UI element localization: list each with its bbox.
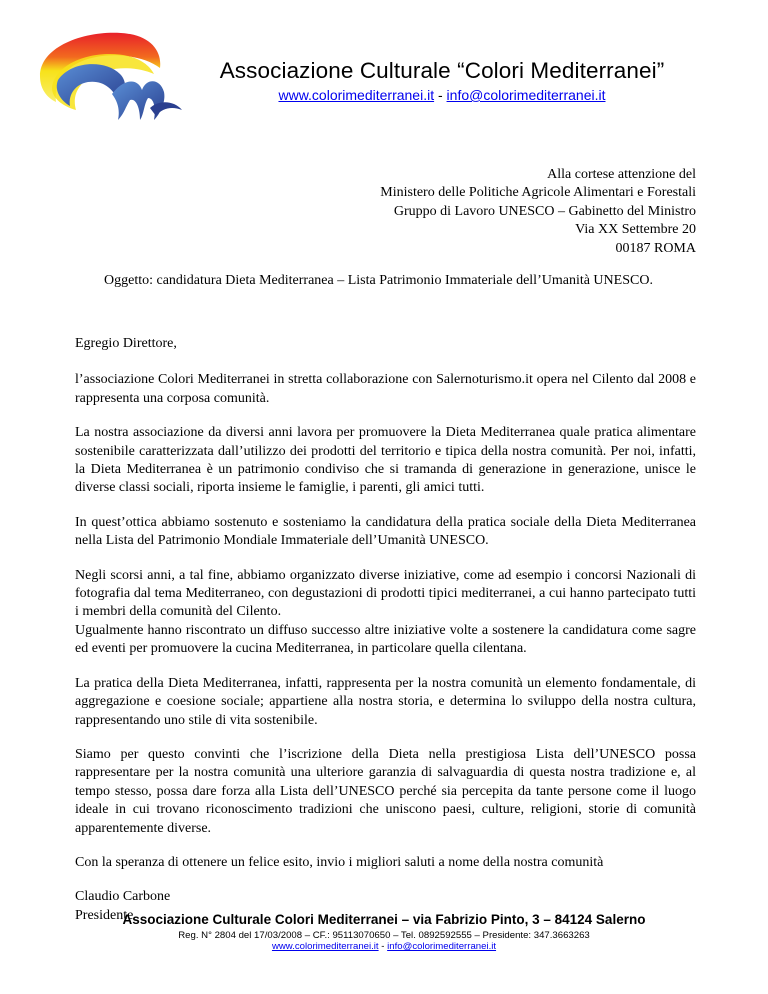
body-paragraph: Ugualmente hanno riscontrato un diffuso successo altre iniziative volte a sostenere la candidatura come sagre ed eventi per promuovere la cucina Mediterranea, in particolare quella cilentana. [75, 622, 696, 657]
recipient-line: Gruppo di Lavoro UNESCO – Gabinetto del Ministro [393, 203, 696, 219]
salutation: Egregio Direttore, [75, 336, 177, 351]
email-link[interactable]: info@colorimediterranei.it [446, 87, 606, 103]
body-paragraph: Siamo per questo convinti che l’iscrizione della Dieta nella prestigiosa Lista dell’UNESCO possa rappresentare per la nostra comunità una ulteriore garanzia di salvaguardia di questa nostra tradizione e, al tempo stesso, possa dare forza alla Lista dell’UNESCO perché sia percepita da tante persone come il luogo ideale in cui trovano riconoscimento tradizioni che uniscono paesi, culture, religioni, storie di comunità apparentemente diverse. [75, 746, 696, 836]
recipient-line: Alla cortese attenzione del [547, 167, 696, 182]
recipient-line: 00187 ROMA [615, 240, 696, 256]
website-link[interactable]: www.colorimediterranei.it [278, 87, 435, 103]
body-paragraph: Negli scorsi anni, a tal fine, abbiamo organizzato diverse iniziative, come ad esempio i concorsi Nazionali di fotografia dal tema Mediterraneo, con degustazioni di prodotti tipici mediterranei, a cui hanno partecipato tutti i membri della comunità del Cilento. [75, 567, 696, 620]
letter-subject: Oggetto: candidatura Dieta Mediterranea – Lista Patrimonio Immateriale dell’Umanità UNESCO. [104, 273, 653, 288]
body-paragraph: La nostra associazione da diversi anni lavora per promuovere la Dieta Mediterranea quale pratica alimentare sostenibile caratterizzata dall’utilizzo dei prodotti del territorio e tipica della nostra comunità. Per noi, infatti, la Dieta Mediterranea è un patrimonio condiviso che si tramanda di generazione in generazione, unisce le diverse classi sociali, riporta insieme le famiglie, i parenti, gli amici tutti. [75, 425, 696, 496]
cm-logo-icon [32, 24, 188, 126]
signer-name: Claudio Carbone [75, 889, 171, 905]
body-paragraph: l’associazione Colori Mediterranei in stretta collaborazione con Salernoturismo.it opera nel Cilento dal 2008 e rappresenta una corposa comunità. [75, 372, 696, 406]
footer-contacts [0, 941, 768, 952]
recipient-line: Via XX Settembre 20 [575, 222, 696, 238]
letter-footer [0, 912, 768, 952]
footer-website-link[interactable]: www.colorimediterranei.it [271, 941, 379, 952]
recipient-line: Ministero delle Politiche Agricole Alimentari e Forestali [380, 185, 696, 201]
body-paragraph: In quest’ottica abbiamo sostenuto e sosteniamo la candidatura della pratica sociale della Dieta Mediterranea nella Lista del Patrimonio Mondiale Immateriale dell’Umanità UNESCO. [75, 514, 696, 549]
body-paragraph: Con la speranza di ottenere un felice esito, invio i migliori saluti a nome della nostra comunità [75, 854, 604, 870]
footer-link-separator: - [378, 941, 388, 952]
header-contacts [202, 87, 682, 103]
footer-registration: Reg. N° 2804 del 17/03/2008 – CF.: 95113070650 – Tel. 0892592555 – Presidente: 347.3663263 [178, 930, 590, 941]
signer-role: Presidente [75, 907, 134, 923]
organization-title: Associazione Culturale “Colori Mediterranei” [219, 58, 665, 83]
footer-address: Associazione Culturale Colori Mediterranei – via Fabrizio Pinto, 3 – 84124 Salerno [122, 912, 646, 927]
body-paragraph: La pratica della Dieta Mediterranea, infatti, rappresenta per la nostra comunità un elemento fondamentale, di aggregazione e coesione sociale; appartiene alla nostra storia, e determina lo sviluppo della nostra cultura, rappresentando uno stile di vita sostenibile. [75, 675, 696, 728]
footer-email-link[interactable]: info@colorimediterranei.it [387, 941, 497, 952]
letter-body [75, 335, 696, 925]
link-separator: - [434, 87, 447, 103]
recipient-address [380, 166, 696, 258]
